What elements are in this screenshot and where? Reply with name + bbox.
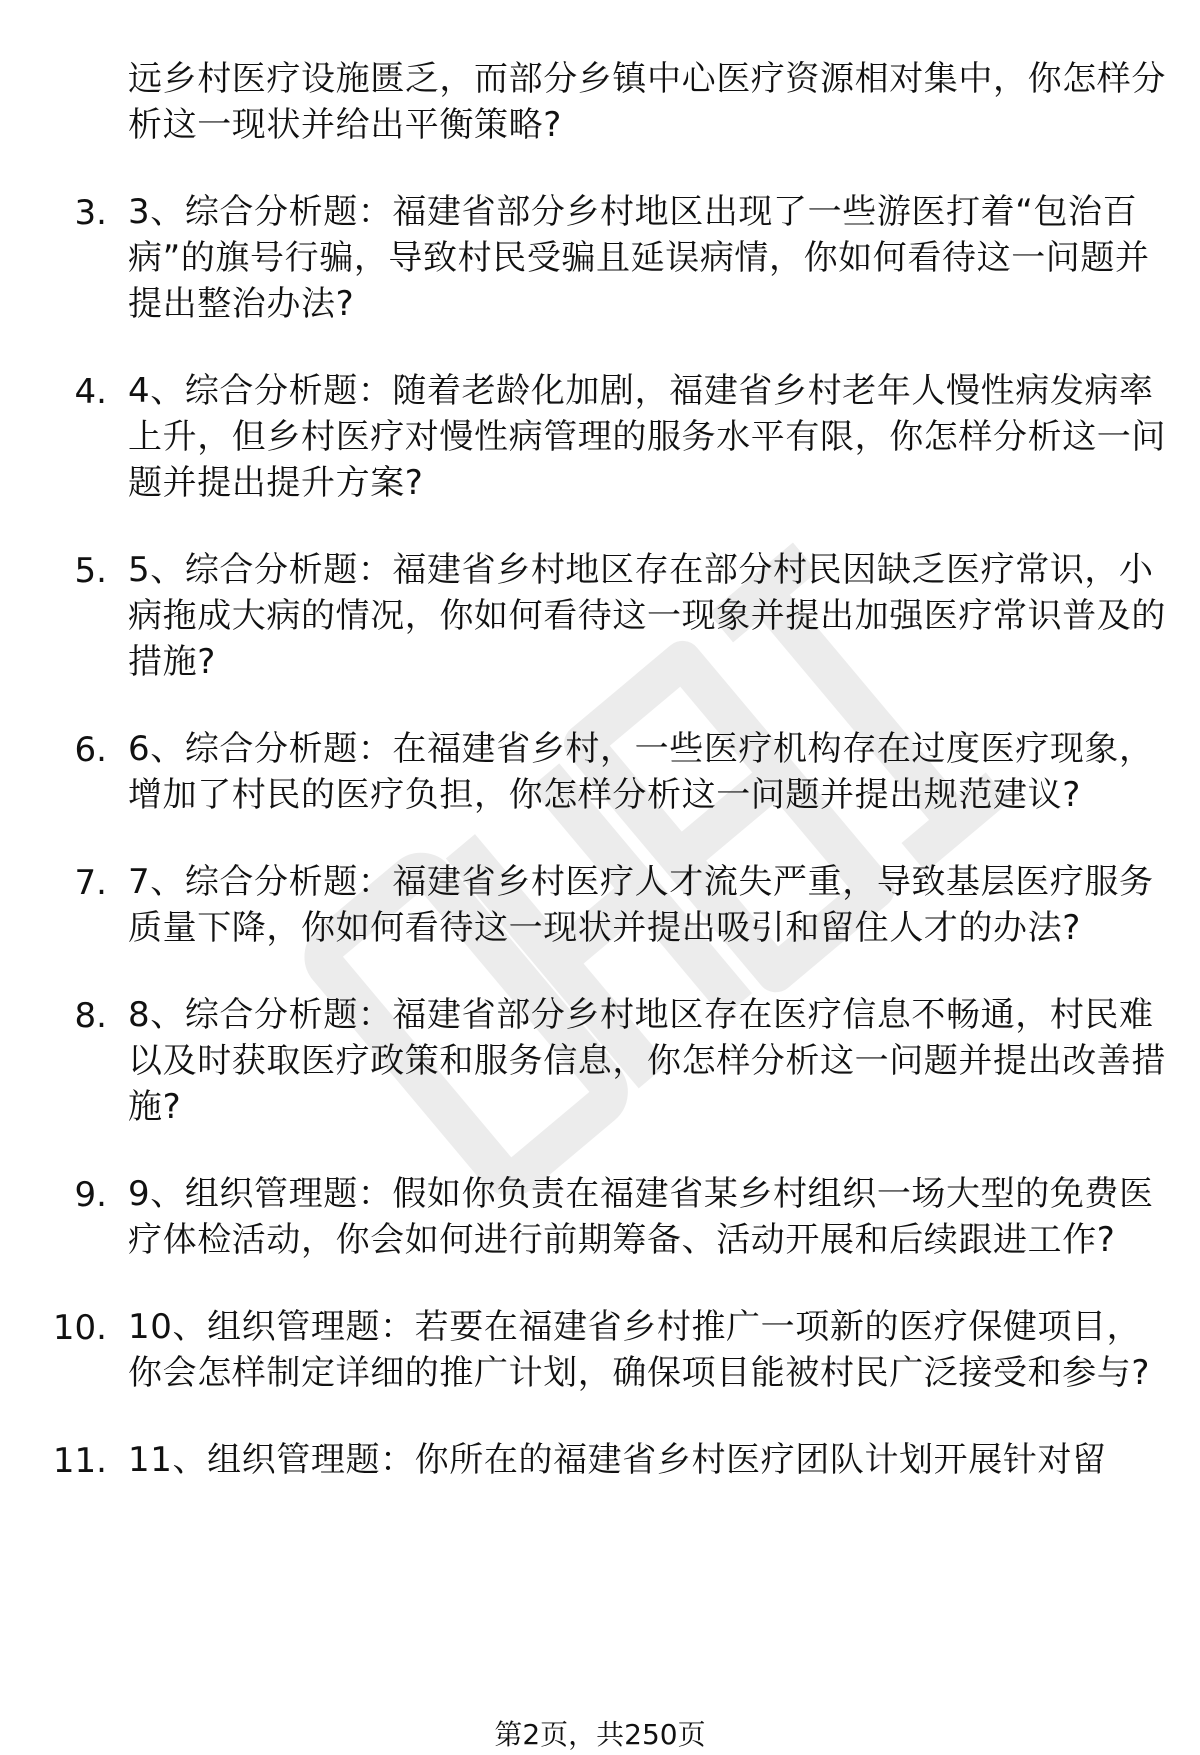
question-number: 7.	[74, 863, 107, 903]
list-item	[0, 1304, 1200, 1396]
question-number: 5.	[74, 551, 107, 591]
question-number: 6.	[74, 730, 107, 770]
question-text: 11、组织管理题：你所在的福建省乡村医疗团队计划开展针对留	[128, 1440, 1107, 1480]
list-item	[0, 992, 1200, 1130]
question-number: 10.	[52, 1308, 107, 1348]
question-number: 3.	[74, 193, 107, 233]
question-text: 9、组织管理题：假如你负责在福建省某乡村组织一场大型的免费医疗体检活动，你会如何进行前期筹备、活动开展和后续跟进工作?	[128, 1174, 1154, 1260]
question-number: 8.	[74, 996, 107, 1036]
question-number: 9.	[74, 1175, 107, 1215]
question-text: 10、组织管理题：若要在福建省乡村推广一项新的医疗保健项目，你会怎样制定详细的推广计划，确保项目能被村民广泛接受和参与?	[128, 1307, 1151, 1393]
question-text: 3、综合分析题：福建省部分乡村地区出现了一些游医打着“包治百病”的旗号行骗，导致村民受骗且延误病情，你如何看待这一问题并提出整治办法?	[128, 192, 1150, 324]
list-item	[0, 189, 1200, 327]
list-item	[0, 859, 1200, 951]
list-item	[0, 1171, 1200, 1263]
question-text: 7、综合分析题：福建省乡村医疗人才流失严重，导致基层医疗服务质量下降，你如何看待这一现状并提出吸引和留住人才的办法?	[128, 862, 1154, 948]
question-number: 11.	[52, 1441, 107, 1481]
question-text: 6、综合分析题：在福建省乡村，一些医疗机构存在过度医疗现象，增加了村民的医疗负担，你怎样分析这一问题并提出规范建议?	[128, 729, 1154, 815]
list-item	[0, 56, 1200, 148]
question-text: 4、综合分析题：随着老龄化加剧，福建省乡村老年人慢性病发病率上升，但乡村医疗对慢性病管理的服务水平有限，你怎样分析这一问题并提出提升方案?	[128, 371, 1166, 503]
page-footer: 第2页，共250页	[494, 1718, 706, 1751]
question-text: 8、综合分析题：福建省部分乡村地区存在医疗信息不畅通，村民难以及时获取医疗政策和服务信息，你怎样分析这一问题并提出改善措施?	[128, 995, 1166, 1127]
question-text: 5、综合分析题：福建省乡村地区存在部分村民因缺乏医疗常识，小病拖成大病的情况，你如何看待这一现象并提出加强医疗常识普及的措施?	[128, 550, 1166, 682]
list-item	[0, 726, 1200, 818]
list-item	[0, 368, 1200, 506]
question-list	[0, 56, 1200, 1524]
question-number: 4.	[74, 372, 107, 412]
continuation-text: 远乡村医疗设施匮乏，而部分乡镇中心医疗资源相对集中，你怎样分析这一现状并给出平衡策略?	[128, 59, 1166, 145]
list-item	[0, 1437, 1200, 1483]
list-item	[0, 547, 1200, 685]
